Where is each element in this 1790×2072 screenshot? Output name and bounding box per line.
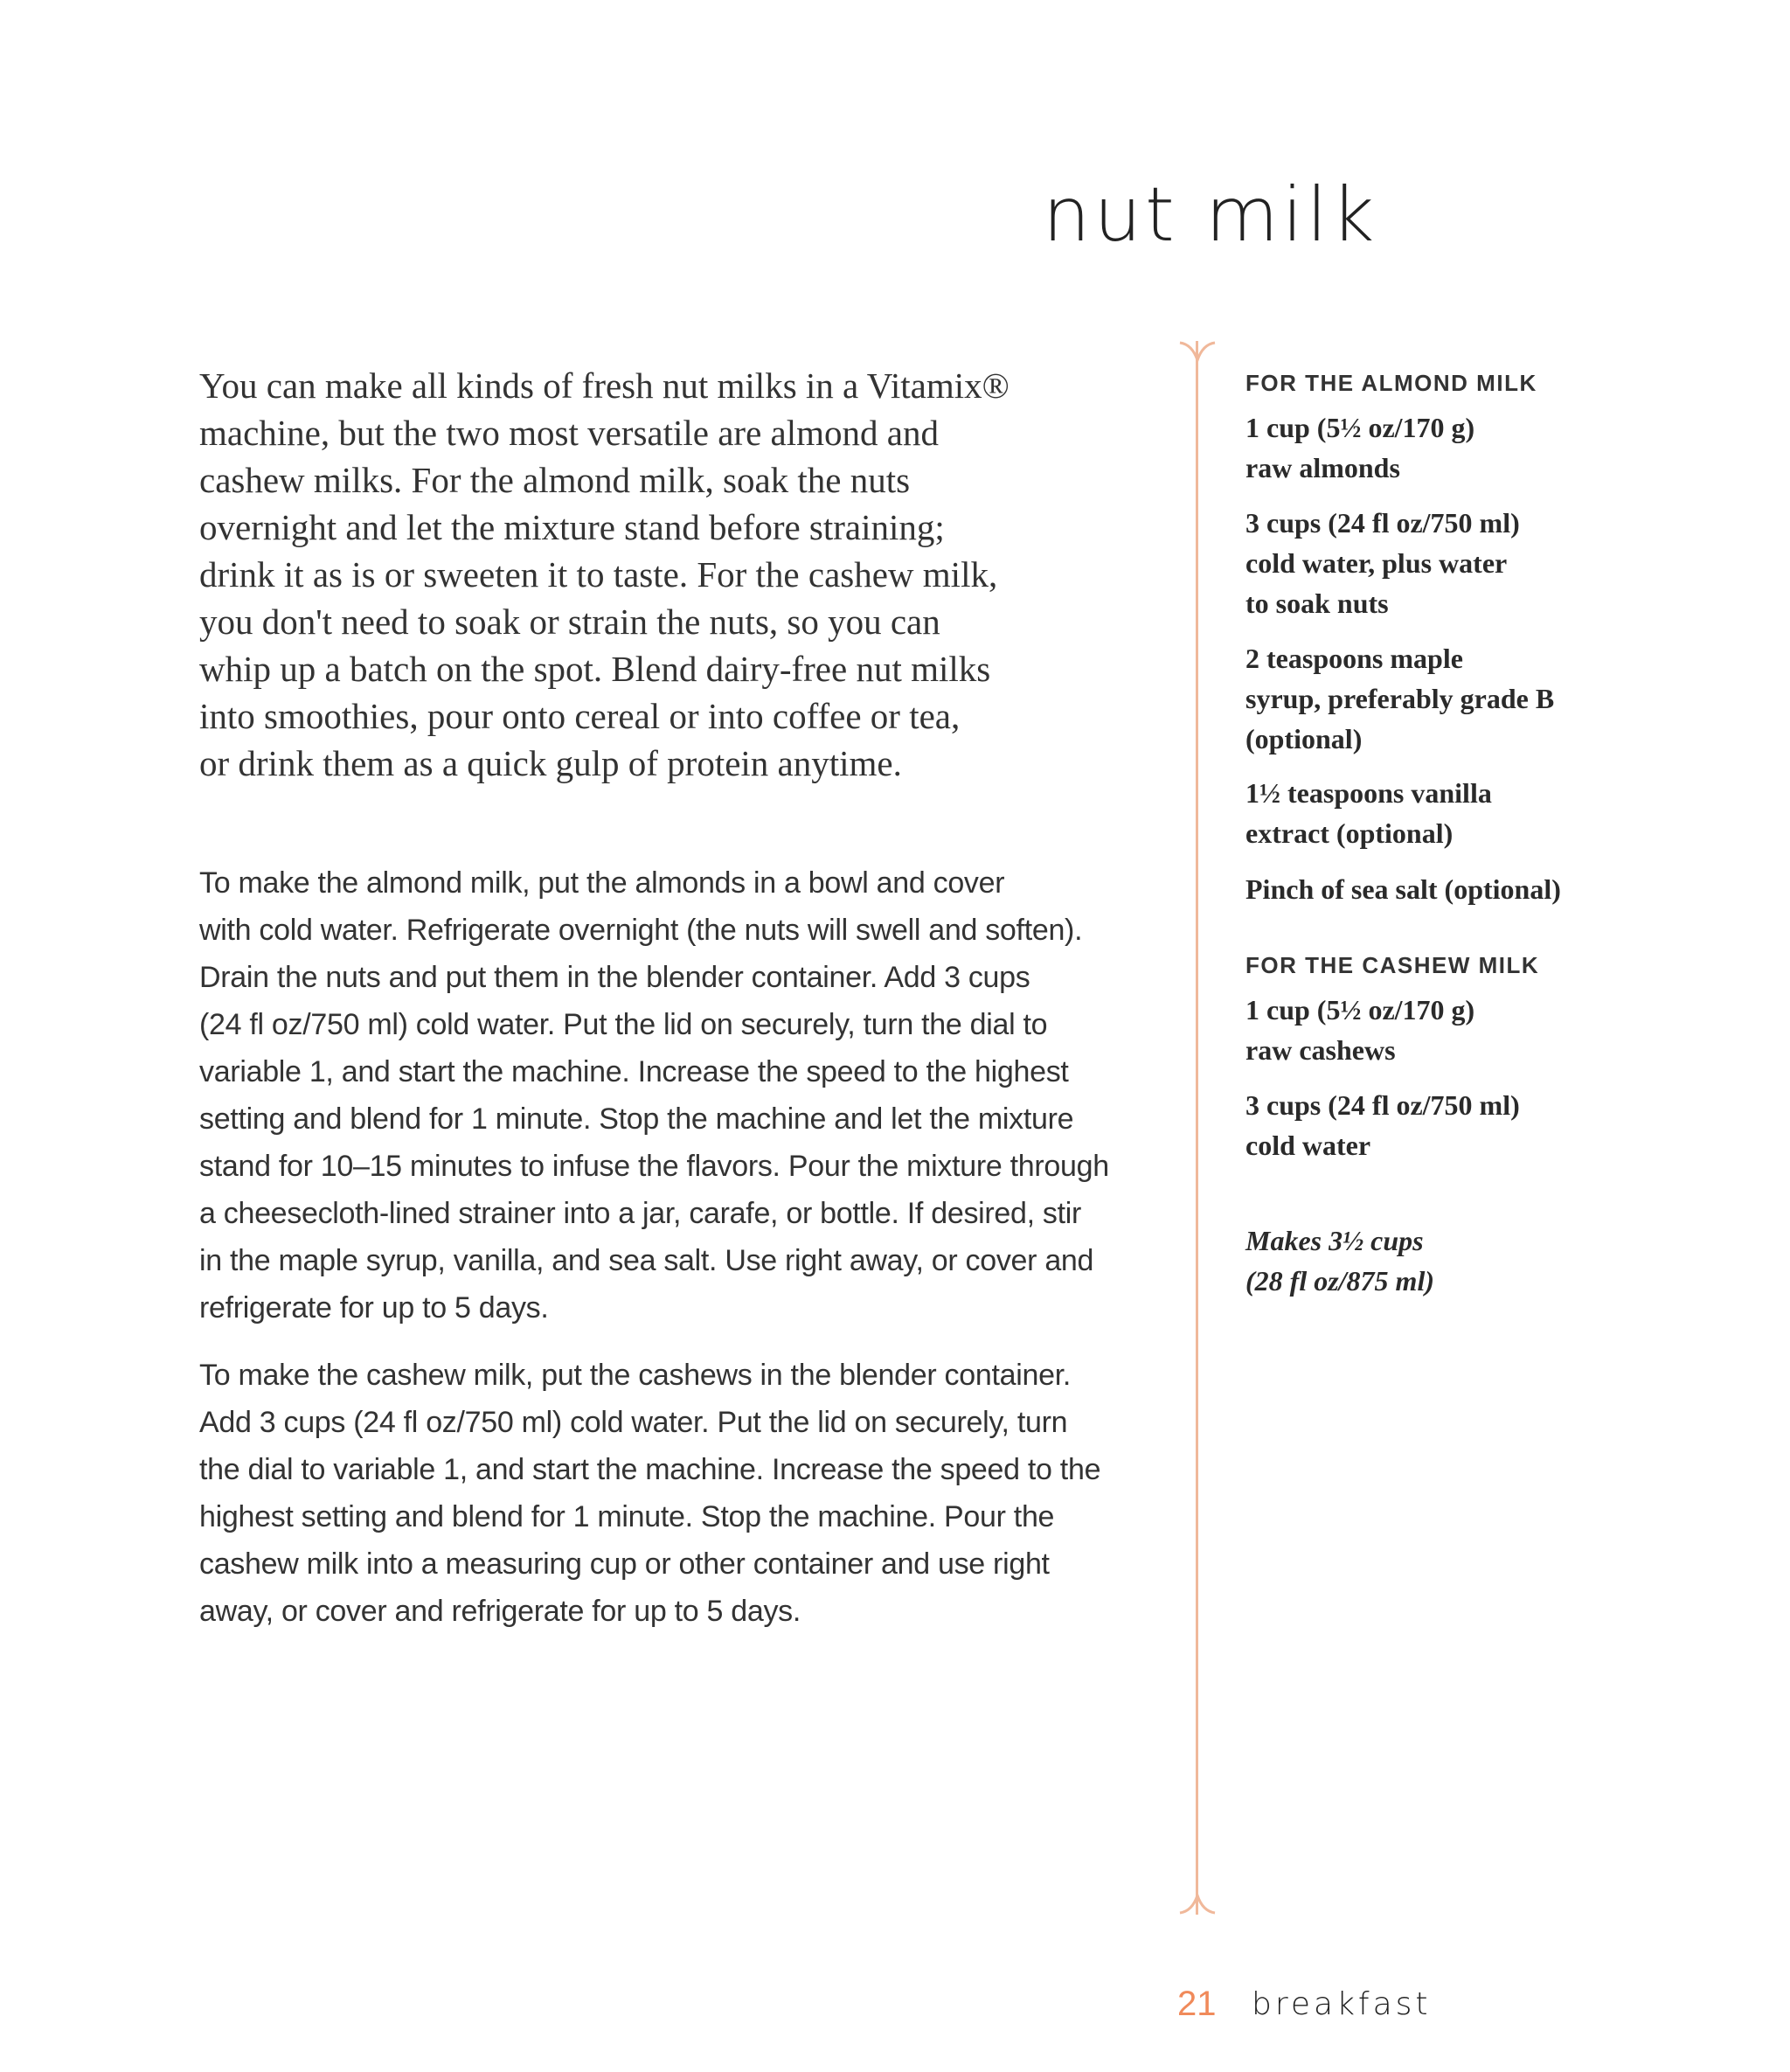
yield-line: (28 fl oz/875 ml): [1245, 1265, 1434, 1297]
method-line: cashew milk into a measuring cup or other container and use right: [199, 1547, 1050, 1581]
ingredient-item: [1245, 503, 1520, 623]
method-almond: [199, 859, 1109, 1332]
intro-line: you don't need to soak or strain the nuts, so you can: [199, 601, 940, 642]
ingredient-line: raw almonds: [1245, 452, 1400, 483]
ingredient-line: (optional): [1245, 723, 1363, 754]
ingredient-line: raw cashews: [1245, 1034, 1396, 1066]
intro-line: drink it as is or sweeten it to taste. For the cashew milk,: [199, 554, 998, 594]
intro-line: or drink them as a quick gulp of protein anytime.: [199, 743, 902, 783]
ingredient-item: [1245, 407, 1474, 488]
method-line: with cold water. Refrigerate overnight (the nuts will swell and soften).: [199, 914, 1083, 947]
method-line: setting and blend for 1 minute. Stop the machine and let the mixture: [199, 1102, 1074, 1136]
method-line: (24 fl oz/750 ml) cold water. Put the lid on securely, turn the dial to: [199, 1008, 1048, 1041]
intro-line: overnight and let the mixture stand before straining;: [199, 507, 945, 547]
method-line: variable 1, and start the machine. Increase the speed to the highest: [199, 1055, 1069, 1088]
intro-line: into smoothies, pour onto cereal or into coffee or tea,: [199, 696, 961, 736]
method-line: highest setting and blend for 1 minute. Stop the machine. Pour the: [199, 1500, 1055, 1533]
intro-paragraph: [199, 362, 1009, 787]
page-title: nut milk: [1043, 171, 1378, 259]
ingredient-item: [1245, 1085, 1520, 1165]
method-line: the dial to variable 1, and start the machine. Increase the speed to the: [199, 1453, 1101, 1486]
method-line: Add 3 cups (24 fl oz/750 ml) cold water. Put the lid on securely, turn: [199, 1406, 1068, 1439]
method-line: stand for 10–15 minutes to infuse the flavors. Pour the mixture through: [199, 1150, 1109, 1183]
intro-line: cashew milks. For the almond milk, soak the nuts: [199, 460, 911, 500]
ingredient-line: to soak nuts: [1245, 588, 1389, 619]
almond-ingredients-heading: FOR THE ALMOND MILK: [1245, 370, 1537, 396]
ingredient-item: [1245, 638, 1554, 759]
method-line: To make the almond milk, put the almonds in a bowl and cover: [199, 866, 1005, 900]
intro-line: machine, but the two most versatile are almond and: [199, 413, 939, 453]
method-line: in the maple syrup, vanilla, and sea salt. Use right away, or cover and: [199, 1244, 1094, 1277]
ingredient-line: 2 teaspoons maple: [1245, 643, 1463, 674]
ingredient-line: cold water, plus water: [1245, 547, 1508, 579]
yield-note: [1245, 1220, 1434, 1301]
ingredient-item: [1245, 869, 1561, 909]
divider-bottom-flourish: [1178, 1890, 1217, 1916]
method-cashew: [199, 1352, 1100, 1635]
ingredient-item: [1245, 990, 1474, 1070]
yield-line: Makes 3½ cups: [1245, 1225, 1424, 1256]
method-line: away, or cover and refrigerate for up to 5 days.: [199, 1595, 801, 1628]
ingredient-line: 1 cup (5½ oz/170 g): [1245, 412, 1475, 443]
method-line: refrigerate for up to 5 days.: [199, 1291, 549, 1325]
ingredient-line: cold water: [1245, 1130, 1371, 1161]
ingredient-line: 3 cups (24 fl oz/750 ml): [1245, 507, 1520, 539]
cashew-ingredients-heading: FOR THE CASHEW MILK: [1245, 952, 1540, 978]
ingredient-line: extract (optional): [1245, 817, 1454, 849]
column-divider: [1196, 341, 1198, 1915]
method-line: To make the cashew milk, put the cashews in the blender container.: [199, 1359, 1071, 1392]
intro-line: whip up a batch on the spot. Blend dairy-free nut milks: [199, 649, 991, 689]
ingredient-item: [1245, 773, 1492, 853]
ingredient-line: 1 cup (5½ oz/170 g): [1245, 994, 1475, 1026]
ingredient-line: 1½ teaspoons vanilla: [1245, 777, 1492, 809]
ingredient-line: 3 cups (24 fl oz/750 ml): [1245, 1089, 1520, 1121]
section-name: breakfast: [1252, 1986, 1432, 2022]
ingredient-line: syrup, preferably grade B: [1245, 683, 1555, 714]
page-number: 21: [1177, 1985, 1217, 2023]
divider-top-flourish: [1178, 339, 1217, 365]
intro-line: You can make all kinds of fresh nut milks in a Vitamix®: [199, 365, 1009, 406]
ingredient-line: Pinch of sea salt (optional): [1245, 873, 1561, 905]
method-line: a cheesecloth-lined strainer into a jar, carafe, or bottle. If desired, stir: [199, 1197, 1082, 1230]
method-line: Drain the nuts and put them in the blender container. Add 3 cups: [199, 961, 1030, 994]
